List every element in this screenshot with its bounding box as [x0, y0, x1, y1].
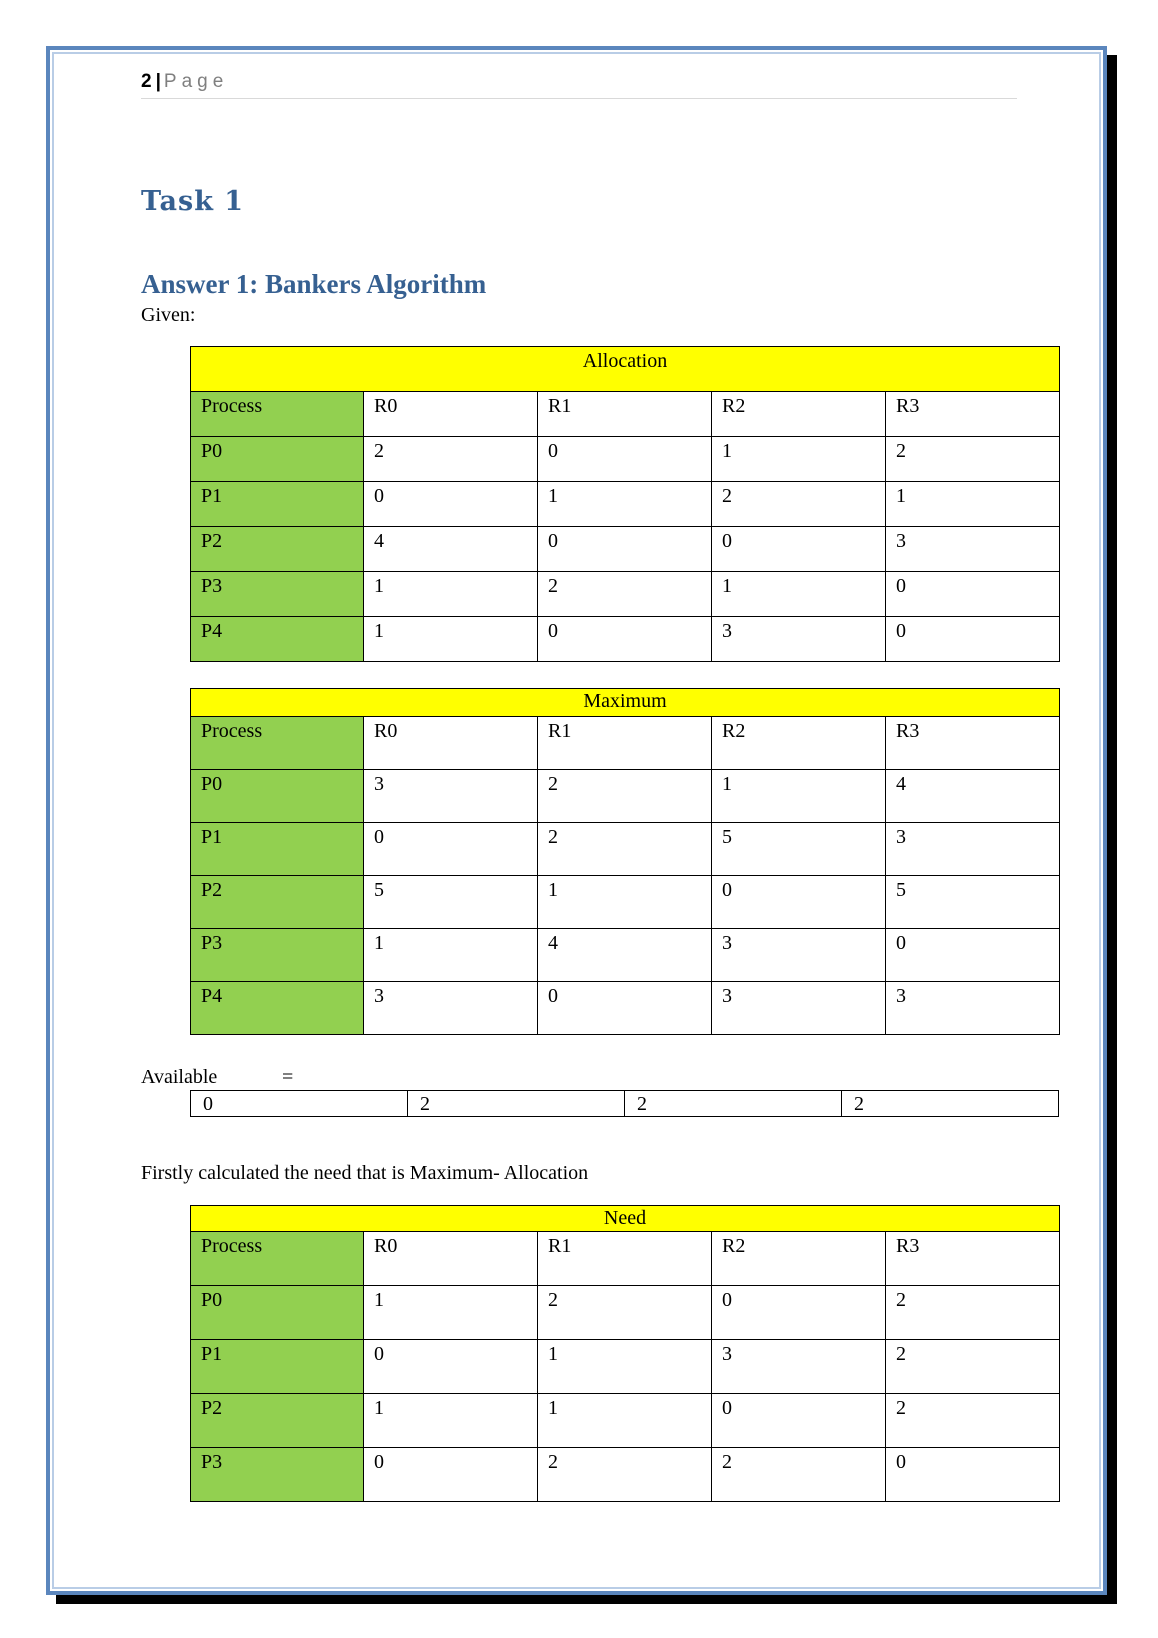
- process-cell: P2: [191, 1394, 364, 1448]
- value-cell: 0: [538, 527, 712, 572]
- value-cell: 0: [712, 1286, 886, 1340]
- given-label: Given:: [141, 304, 196, 326]
- value-cell: 0: [364, 482, 538, 527]
- header-separator: |: [155, 71, 161, 92]
- header-cell: Process: [191, 717, 364, 770]
- value-cell: 3: [712, 982, 886, 1035]
- process-cell: P3: [191, 929, 364, 982]
- table-row: [191, 770, 1060, 823]
- header-cell: R2: [712, 392, 886, 437]
- value-cell: 1: [538, 1340, 712, 1394]
- table-row: [191, 1448, 1060, 1502]
- available-label: Available: [141, 1066, 218, 1088]
- value-cell: 2: [886, 437, 1060, 482]
- value-cell: 1: [364, 929, 538, 982]
- value-cell: 2: [712, 482, 886, 527]
- header-cell: Process: [191, 392, 364, 437]
- process-cell: P0: [191, 1286, 364, 1340]
- process-cell: P3: [191, 1448, 364, 1502]
- header-cell: R3: [886, 1232, 1060, 1286]
- value-cell: 4: [364, 527, 538, 572]
- page-word: Page: [163, 71, 229, 92]
- value-cell: 3: [712, 929, 886, 982]
- allocation-table: [190, 346, 1060, 662]
- value-cell: 1: [712, 770, 886, 823]
- header-cell: R3: [886, 717, 1060, 770]
- value-cell: 3: [886, 823, 1060, 876]
- task-heading: Task 1: [141, 186, 245, 217]
- value-cell: 3: [364, 770, 538, 823]
- value-cell: 3: [364, 982, 538, 1035]
- available-table: [190, 1090, 1059, 1117]
- value-cell: 0: [712, 876, 886, 929]
- value-cell: 3: [712, 1340, 886, 1394]
- value-cell: 1: [538, 1394, 712, 1448]
- value-cell: 1: [364, 572, 538, 617]
- table-row: [191, 1091, 1059, 1117]
- process-cell: P4: [191, 982, 364, 1035]
- value-cell: 1: [886, 482, 1060, 527]
- value-cell: 3: [886, 982, 1060, 1035]
- value-cell: 2: [364, 437, 538, 482]
- header-cell: R3: [886, 392, 1060, 437]
- value-cell: 2: [538, 572, 712, 617]
- value-cell: 0: [364, 1448, 538, 1502]
- table-row: [191, 572, 1060, 617]
- need-intro: Firstly calculated the need that is Maximum- Allocation: [141, 1162, 589, 1184]
- table-row: [191, 437, 1060, 482]
- value-cell: 1: [712, 572, 886, 617]
- table-title: Allocation: [191, 347, 1060, 392]
- value-cell: 2: [408, 1091, 625, 1117]
- value-cell: 3: [886, 527, 1060, 572]
- page-header: [141, 70, 1017, 99]
- value-cell: 0: [886, 1448, 1060, 1502]
- table-row: [191, 1394, 1060, 1448]
- value-cell: 2: [712, 1448, 886, 1502]
- header-cell: R1: [538, 1232, 712, 1286]
- value-cell: 0: [364, 823, 538, 876]
- value-cell: 4: [886, 770, 1060, 823]
- table-row: [191, 1286, 1060, 1340]
- process-cell: P0: [191, 770, 364, 823]
- available-equals: =: [282, 1066, 294, 1088]
- value-cell: 0: [364, 1340, 538, 1394]
- value-cell: 0: [886, 929, 1060, 982]
- header-cell: R2: [712, 1232, 886, 1286]
- value-cell: 2: [625, 1091, 842, 1117]
- value-cell: 4: [538, 929, 712, 982]
- table-row: [191, 1340, 1060, 1394]
- table-row: [191, 876, 1060, 929]
- answer-heading: Answer 1: Bankers Algorithm: [141, 269, 487, 299]
- value-cell: 0: [191, 1091, 408, 1117]
- value-cell: 0: [712, 527, 886, 572]
- header-cell: R0: [364, 1232, 538, 1286]
- process-cell: P4: [191, 617, 364, 662]
- value-cell: 2: [538, 770, 712, 823]
- value-cell: 5: [712, 823, 886, 876]
- value-cell: 1: [364, 1286, 538, 1340]
- value-cell: 2: [538, 823, 712, 876]
- header-cell: Process: [191, 1232, 364, 1286]
- value-cell: 2: [842, 1091, 1059, 1117]
- value-cell: 2: [538, 1286, 712, 1340]
- value-cell: 5: [886, 876, 1060, 929]
- value-cell: 1: [364, 1394, 538, 1448]
- table-title: Need: [191, 1206, 1060, 1232]
- value-cell: 0: [886, 572, 1060, 617]
- value-cell: 1: [538, 482, 712, 527]
- process-cell: P2: [191, 527, 364, 572]
- table-title: Maximum: [191, 689, 1060, 717]
- value-cell: 2: [886, 1394, 1060, 1448]
- process-cell: P3: [191, 572, 364, 617]
- value-cell: 0: [712, 1394, 886, 1448]
- header-cell: R1: [538, 717, 712, 770]
- process-cell: P0: [191, 437, 364, 482]
- value-cell: 0: [538, 982, 712, 1035]
- process-cell: P2: [191, 876, 364, 929]
- value-cell: 1: [538, 876, 712, 929]
- process-cell: P1: [191, 482, 364, 527]
- need-table: [190, 1205, 1060, 1502]
- value-cell: 5: [364, 876, 538, 929]
- process-cell: P1: [191, 1340, 364, 1394]
- header-cell: R0: [364, 717, 538, 770]
- value-cell: 2: [886, 1286, 1060, 1340]
- table-row: [191, 617, 1060, 662]
- table-row: [191, 482, 1060, 527]
- table-row: [191, 527, 1060, 572]
- value-cell: 0: [538, 617, 712, 662]
- value-cell: 1: [364, 617, 538, 662]
- value-cell: 2: [538, 1448, 712, 1502]
- value-cell: 0: [538, 437, 712, 482]
- table-row: [191, 982, 1060, 1035]
- page-number: 2: [141, 71, 152, 92]
- header-cell: R2: [712, 717, 886, 770]
- table-row: [191, 929, 1060, 982]
- process-cell: P1: [191, 823, 364, 876]
- maximum-table: [190, 688, 1060, 1035]
- value-cell: 1: [712, 437, 886, 482]
- header-cell: R0: [364, 392, 538, 437]
- header-cell: R1: [538, 392, 712, 437]
- value-cell: 0: [886, 617, 1060, 662]
- table-row: [191, 823, 1060, 876]
- value-cell: 2: [886, 1340, 1060, 1394]
- value-cell: 3: [712, 617, 886, 662]
